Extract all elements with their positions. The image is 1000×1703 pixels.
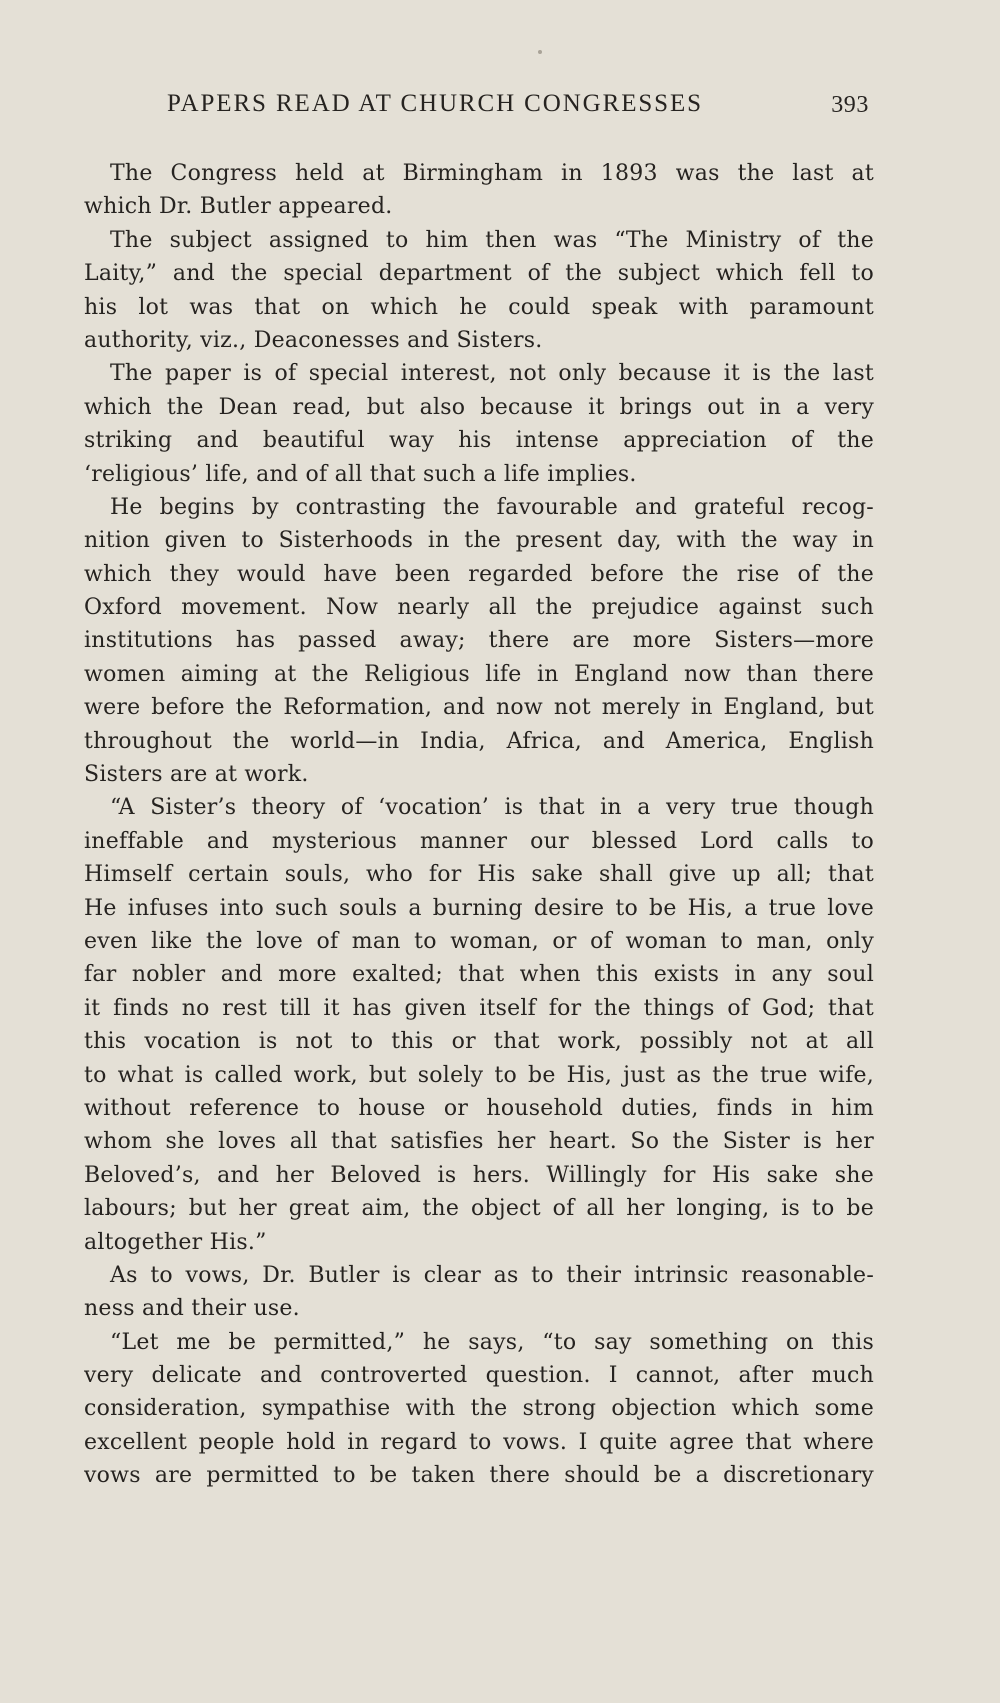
running-head <box>92 84 872 124</box>
text-line: were before the Reformation, and now not merely in England, but <box>84 695 874 721</box>
text-line: “A Sister’s theory of ‘vocation’ is that in a very true though <box>110 795 874 821</box>
text-line: He infuses into such souls a burning desire to be His, a true love <box>84 895 874 921</box>
text-line: Oxford movement. Now nearly all the prejudice against such <box>84 595 874 621</box>
text-line: ineffable and mysterious manner our blessed Lord calls to <box>84 828 874 854</box>
text-line: which they would have been regarded before the rise of the <box>84 561 874 587</box>
text-line: throughout the world—in India, Africa, and America, English <box>84 728 874 754</box>
text-line: Beloved’s, and her Beloved is hers. Willingly for His sake she <box>84 1162 874 1188</box>
paragraph-vows <box>84 1259 874 1326</box>
text-line: ness and their use. <box>84 1296 300 1322</box>
text-line: vows are permitted to be taken there should be a discretionary <box>84 1463 874 1489</box>
text-line: The Congress held at Birmingham in 1893 was the last at <box>110 161 874 186</box>
text-line: women aiming at the Religious life in England now than there <box>84 661 874 687</box>
paragraph-special-interest <box>84 357 874 491</box>
text-line: institutions has passed away; there are more Sisters—more <box>84 628 874 654</box>
paragraph-sisterhoods <box>84 491 874 792</box>
text-line: whom she loves all that satisfies her heart. So the Sister is her <box>84 1129 874 1155</box>
text-line: He begins by contrasting the favourable and grateful recog- <box>110 494 874 520</box>
running-title: PAPERS READ AT CHURCH CONGRESSES <box>167 90 703 117</box>
text-line: far nobler and more exalted; that when this exists in any soul <box>84 962 874 988</box>
text-line: altogether His.” <box>84 1229 267 1255</box>
paragraph-subject-assigned <box>84 224 874 358</box>
text-line: excellent people hold in regard to vows. I quite agree that where <box>84 1429 874 1455</box>
text-line: without reference to house or household duties, finds in him <box>84 1095 874 1121</box>
text-line: Sisters are at work. <box>84 762 309 788</box>
text-line: Laity,” and the special department of the subject which fell to <box>84 261 874 287</box>
text-line: “Let me be permitted,” he says, “to say something on this <box>110 1329 874 1355</box>
text-line: it finds no rest till it has given itself for the things of God; that <box>84 995 874 1021</box>
text-line: his lot was that on which he could speak with paramount <box>84 294 874 320</box>
text-line: which Dr. Butler appeared. <box>84 194 393 220</box>
text-line: ‘religious’ life, and of all that such a life implies. <box>84 461 637 487</box>
paragraph-congress-1893 <box>84 157 874 224</box>
text-line: labours; but her great aim, the object of all her longing, is to be <box>84 1196 874 1222</box>
text-line: The subject assigned to him then was “The Ministry of the <box>110 227 874 253</box>
page-number: 393 <box>831 92 869 118</box>
text-line: The paper is of special interest, not only because it is the last <box>110 361 874 387</box>
text-line: striking and beautiful way his intense appreciation of the <box>84 428 874 454</box>
text-line: very delicate and controverted question. I cannot, after much <box>84 1363 874 1389</box>
text-line: As to vows, Dr. Butler is clear as to their intrinsic reasonable- <box>110 1262 874 1288</box>
body-text <box>84 157 874 1493</box>
text-line: this vocation is not to this or that work, possibly not at all <box>84 1029 874 1055</box>
text-line: consideration, sympathise with the strong objection which some <box>84 1396 874 1422</box>
paragraph-vocation-quote <box>84 791 874 1258</box>
text-line: to what is called work, but solely to be His, just as the true wife, <box>84 1062 874 1088</box>
text-line: Himself certain souls, who for His sake shall give up all; that <box>84 862 874 888</box>
paper-speck <box>538 50 542 54</box>
text-line: authority, viz., Deaconesses and Sisters. <box>84 327 543 353</box>
text-line: which the Dean read, but also because it brings out in a very <box>84 394 874 420</box>
text-line: nition given to Sisterhoods in the present day, with the way in <box>84 528 874 554</box>
paragraph-permitted-quote <box>84 1326 874 1493</box>
text-line: even like the love of man to woman, or of woman to man, only <box>84 928 874 954</box>
